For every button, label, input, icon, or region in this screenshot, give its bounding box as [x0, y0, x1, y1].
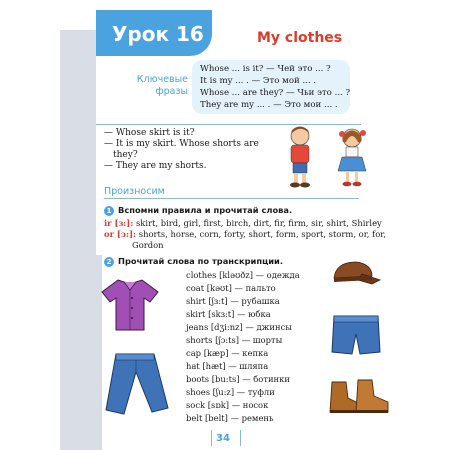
vocab-item: skirt [skɜ:t] — юбка: [186, 309, 271, 319]
task-1: 1 Вспомни правила и прочитай слова.: [104, 205, 292, 216]
shorts-picture: [330, 312, 382, 358]
key-phrases-label: Ключевые фразы: [136, 74, 188, 97]
vocab-item: clothes [kləʊðz] — одежда: [186, 270, 300, 280]
sound-or-words-cont: Gordon: [132, 240, 164, 250]
vocab-item: cap [kæp] — кепка: [186, 348, 269, 358]
task-number-badge: 1: [104, 206, 114, 216]
jeans-picture: [102, 350, 172, 418]
vocab-item: shirt [ʃɜ:t] — рубашка: [186, 296, 280, 306]
sound-or-row: [104, 229, 386, 240]
dialogue-line: — It is my skirt. Whose shorts are: [104, 139, 259, 149]
vocab-item: hat [hæt] — шляпа: [186, 361, 269, 371]
pronounce-heading: Произносим: [104, 186, 165, 197]
dialogue-line: they?: [113, 150, 138, 160]
shirt-picture: [100, 276, 162, 334]
boy-figure: [290, 127, 310, 188]
task-number-badge: 2: [104, 257, 114, 267]
cap-picture: [322, 258, 382, 288]
key-phrase-line: It is my ... . — Это мой ... .: [200, 76, 317, 86]
vocab-item: belt [belt] — ремень: [186, 413, 274, 423]
dialogue-line: — They are my shorts.: [104, 161, 207, 171]
vocab-item: shoes [ʃu:z] — туфли: [186, 387, 275, 397]
vocab-item: sock [sɒk] — носок: [186, 400, 269, 410]
sound-ir-words: skirt, bird, girl, first, birch, dirt, fir, firm, sir, shirt, Shirley: [136, 218, 382, 228]
lesson-title: Урок 16: [112, 22, 204, 46]
sound-ir-tag: ir [ɜ:]:: [104, 218, 134, 228]
children-illustration: [270, 124, 390, 190]
vocab-item: jeans [dʒi:nz] — джинсы: [186, 322, 292, 332]
task-2: 2 Прочитай слова по транскрипции.: [104, 256, 283, 267]
page-margin-strip: [60, 30, 96, 450]
vocab-item: boots [bu:ts] — ботинки: [186, 374, 290, 384]
vocab-item: shorts [ʃɔ:ts] — шорты: [186, 335, 283, 345]
page-number: 34: [216, 433, 230, 444]
dialogue-line: — Whose skirt is it?: [104, 128, 195, 138]
key-phrase-line: They are my ... . — Это мои ... .: [200, 100, 338, 110]
key-phrase-line: Whose ... is it? — Чей это ... ?: [200, 64, 331, 74]
boots-picture: [326, 376, 392, 416]
page-number-rule: [211, 430, 212, 446]
girl-figure: [338, 129, 366, 186]
sound-or-words: shorts, horse, corn, forty, short, form, sport, storm, or, for,: [138, 229, 386, 239]
sound-ir-row: [104, 218, 382, 229]
sound-or-tag: or [ɔ:]:: [104, 229, 137, 239]
pronounce-divider: [104, 198, 359, 199]
vocab-item: coat [kəʊt] — пальто: [186, 283, 276, 293]
page-number-rule: [240, 430, 241, 446]
lesson-topic: My clothes: [257, 30, 343, 46]
key-phrase-line: Whose ... are they? — Чьи это ... ?: [200, 88, 351, 98]
